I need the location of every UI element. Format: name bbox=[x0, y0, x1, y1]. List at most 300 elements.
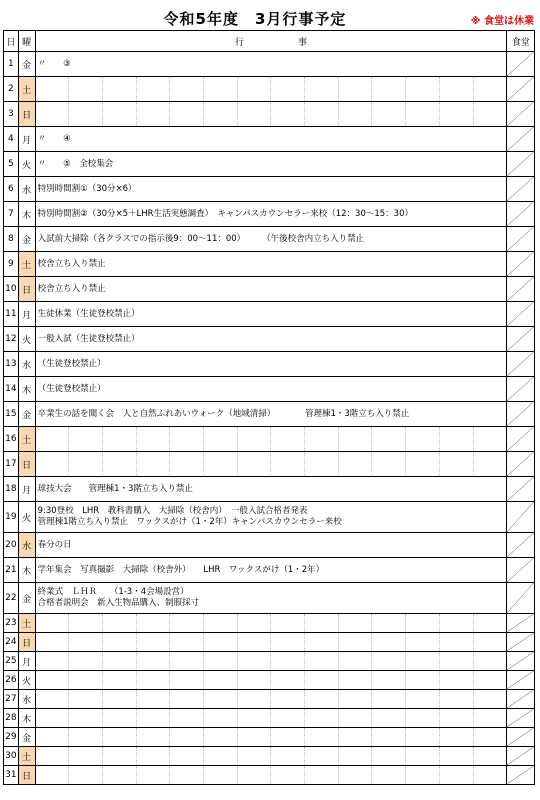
empty-event-cell bbox=[170, 747, 204, 766]
empty-event-cell bbox=[136, 633, 170, 652]
empty-event-cell bbox=[102, 652, 136, 671]
diagonal-slash-icon bbox=[507, 533, 534, 557]
empty-event-cell bbox=[439, 671, 473, 690]
empty-event-cell bbox=[406, 77, 440, 102]
empty-event-cell bbox=[102, 766, 136, 785]
day-number: 2 bbox=[4, 77, 19, 102]
empty-event-cell bbox=[170, 633, 204, 652]
event-text: 特別時間割②（30分×5＋LHR生活実態調査） キャンパスカウンセラー来校（12：30～15：30） bbox=[37, 208, 413, 219]
empty-event-cell bbox=[372, 77, 406, 102]
cafeteria-closed-cell bbox=[507, 614, 535, 633]
cafeteria-closed-cell bbox=[507, 690, 535, 709]
day-number: 22 bbox=[4, 583, 19, 614]
empty-event-cell bbox=[271, 633, 305, 652]
day-number: 13 bbox=[4, 352, 19, 377]
event-text: 9:30登校 LHR 教科書購入 大掃除（校舎内） 一般入試合格者発表 bbox=[37, 506, 308, 516]
empty-event-cell bbox=[136, 728, 170, 747]
empty-event-cell bbox=[271, 747, 305, 766]
empty-event-cell bbox=[305, 614, 339, 633]
cafeteria-closed-cell bbox=[507, 652, 535, 671]
day-row bbox=[4, 327, 535, 352]
empty-event-cell bbox=[237, 452, 271, 477]
day-row bbox=[4, 177, 535, 202]
empty-event-cell bbox=[271, 728, 305, 747]
day-number: 12 bbox=[4, 327, 19, 352]
diagonal-slash-icon bbox=[507, 152, 534, 176]
empty-event-cell bbox=[136, 709, 170, 728]
day-number: 30 bbox=[4, 747, 19, 766]
empty-event-cell bbox=[305, 690, 339, 709]
empty-event-cell bbox=[372, 709, 406, 728]
empty-event-cell bbox=[439, 747, 473, 766]
event-cell bbox=[35, 352, 507, 377]
empty-event-cell bbox=[338, 102, 372, 127]
cafeteria-closed-cell bbox=[507, 152, 535, 177]
event-text: 学年集会 写真撮影 大掃除（校舎外） LHR ワックスがけ（1・2年） bbox=[37, 564, 325, 575]
empty-event-cell bbox=[35, 747, 69, 766]
event-cell bbox=[35, 127, 507, 152]
diagonal-slash-icon bbox=[507, 671, 534, 689]
day-of-week: 月 bbox=[18, 652, 35, 671]
empty-event-cell bbox=[439, 633, 473, 652]
empty-event-cell bbox=[372, 766, 406, 785]
event-text: 校舎立ち入り禁止 bbox=[37, 258, 106, 269]
day-number: 11 bbox=[4, 302, 19, 327]
cafeteria-closed-cell bbox=[507, 671, 535, 690]
empty-event-cell bbox=[204, 452, 238, 477]
empty-event-cell bbox=[338, 452, 372, 477]
empty-event-cell bbox=[136, 766, 170, 785]
event-text: 生徒休業（生徒登校禁止） bbox=[37, 308, 140, 319]
day-number: 9 bbox=[4, 252, 19, 277]
empty-event-cell bbox=[338, 766, 372, 785]
empty-event-cell bbox=[338, 77, 372, 102]
empty-event-cell bbox=[170, 102, 204, 127]
diagonal-slash-icon bbox=[507, 747, 534, 765]
empty-event-cell bbox=[136, 102, 170, 127]
day-row bbox=[4, 690, 535, 709]
empty-event-cell bbox=[338, 652, 372, 671]
empty-event-cell bbox=[237, 77, 271, 102]
day-number: 8 bbox=[4, 227, 19, 252]
day-row bbox=[4, 747, 535, 766]
day-row bbox=[4, 127, 535, 152]
event-cell bbox=[35, 202, 507, 227]
empty-event-cell bbox=[204, 747, 238, 766]
empty-event-cell bbox=[406, 427, 440, 452]
empty-event-cell bbox=[35, 766, 69, 785]
day-of-week: 金 bbox=[18, 402, 35, 427]
empty-event-cell bbox=[305, 709, 339, 728]
empty-event-cell bbox=[473, 690, 507, 709]
empty-event-cell bbox=[170, 671, 204, 690]
empty-event-cell bbox=[372, 652, 406, 671]
empty-event-cell bbox=[406, 747, 440, 766]
empty-event-cell bbox=[102, 709, 136, 728]
day-of-week: 日 bbox=[18, 452, 35, 477]
day-of-week: 火 bbox=[18, 502, 35, 533]
empty-event-cell bbox=[271, 77, 305, 102]
empty-event-cell bbox=[406, 452, 440, 477]
day-number: 3 bbox=[4, 102, 19, 127]
day-number: 20 bbox=[4, 533, 19, 558]
day-number: 15 bbox=[4, 402, 19, 427]
diagonal-slash-icon bbox=[507, 177, 534, 201]
diagonal-slash-icon bbox=[507, 352, 534, 376]
day-number: 6 bbox=[4, 177, 19, 202]
diagonal-slash-icon bbox=[507, 652, 534, 670]
empty-event-cell bbox=[35, 671, 69, 690]
event-text: 〃 ⑤ 全校集会 bbox=[37, 158, 114, 169]
cafeteria-closed-cell bbox=[507, 583, 535, 614]
day-row bbox=[4, 152, 535, 177]
day-row bbox=[4, 614, 535, 633]
event-cell bbox=[35, 533, 507, 558]
empty-event-cell bbox=[69, 747, 103, 766]
day-of-week: 金 bbox=[18, 728, 35, 747]
day-of-week: 日 bbox=[18, 102, 35, 127]
day-of-week: 土 bbox=[18, 77, 35, 102]
day-row bbox=[4, 277, 535, 302]
empty-event-cell bbox=[170, 452, 204, 477]
empty-event-cell bbox=[35, 102, 69, 127]
day-of-week: 水 bbox=[18, 533, 35, 558]
empty-event-cell bbox=[237, 427, 271, 452]
event-cell bbox=[35, 327, 507, 352]
empty-event-cell bbox=[35, 709, 69, 728]
empty-event-cell bbox=[102, 690, 136, 709]
empty-event-cell bbox=[69, 766, 103, 785]
event-cell bbox=[35, 377, 507, 402]
event-text: 一般入試（生徒登校禁止） bbox=[37, 333, 140, 344]
event-cell bbox=[35, 583, 507, 614]
day-row bbox=[4, 202, 535, 227]
day-row bbox=[4, 427, 535, 452]
empty-event-cell bbox=[372, 728, 406, 747]
event-text: 春分の日 bbox=[37, 539, 72, 550]
cafeteria-closed-cell bbox=[507, 102, 535, 127]
cafeteria-closed-cell bbox=[507, 377, 535, 402]
empty-event-cell bbox=[170, 709, 204, 728]
cafeteria-closed-cell bbox=[507, 127, 535, 152]
day-of-week: 金 bbox=[18, 583, 35, 614]
empty-event-cell bbox=[136, 427, 170, 452]
day-row bbox=[4, 502, 535, 533]
empty-event-cell bbox=[372, 614, 406, 633]
event-cell bbox=[35, 252, 507, 277]
empty-event-cell bbox=[35, 728, 69, 747]
header-weekday: 曜 bbox=[18, 31, 35, 52]
empty-event-cell bbox=[69, 728, 103, 747]
empty-event-cell bbox=[372, 747, 406, 766]
day-row bbox=[4, 352, 535, 377]
diagonal-slash-icon bbox=[507, 202, 534, 226]
day-row bbox=[4, 377, 535, 402]
event-text: 特別時間割①（30分×6） bbox=[37, 183, 137, 194]
empty-event-cell bbox=[439, 102, 473, 127]
empty-event-cell bbox=[102, 671, 136, 690]
day-of-week: 水 bbox=[18, 352, 35, 377]
cafeteria-closed-cell bbox=[507, 477, 535, 502]
day-row bbox=[4, 402, 535, 427]
empty-event-cell bbox=[439, 709, 473, 728]
diagonal-slash-icon bbox=[507, 766, 534, 784]
day-of-week: 火 bbox=[18, 152, 35, 177]
empty-event-cell bbox=[204, 766, 238, 785]
empty-event-cell bbox=[69, 633, 103, 652]
day-row bbox=[4, 102, 535, 127]
cafeteria-closed-cell bbox=[507, 728, 535, 747]
empty-event-cell bbox=[305, 671, 339, 690]
empty-event-cell bbox=[102, 728, 136, 747]
day-row bbox=[4, 558, 535, 583]
empty-event-cell bbox=[204, 671, 238, 690]
empty-event-cell bbox=[237, 633, 271, 652]
diagonal-slash-icon bbox=[507, 52, 534, 76]
event-cell bbox=[35, 177, 507, 202]
empty-event-cell bbox=[406, 102, 440, 127]
empty-event-cell bbox=[69, 102, 103, 127]
event-text: 校舎立ち入り禁止 bbox=[37, 283, 106, 294]
header-events: 行 事 bbox=[35, 31, 507, 52]
empty-event-cell bbox=[473, 766, 507, 785]
empty-event-cell bbox=[102, 452, 136, 477]
cafeteria-closed-cell bbox=[507, 352, 535, 377]
empty-event-cell bbox=[271, 452, 305, 477]
diagonal-slash-icon bbox=[507, 302, 534, 326]
day-row bbox=[4, 52, 535, 77]
cafeteria-closed-cell bbox=[507, 747, 535, 766]
header-cafeteria: 食堂 bbox=[507, 31, 535, 52]
day-of-week: 土 bbox=[18, 747, 35, 766]
day-row bbox=[4, 227, 535, 252]
empty-event-cell bbox=[204, 690, 238, 709]
empty-event-cell bbox=[473, 102, 507, 127]
empty-event-cell bbox=[204, 427, 238, 452]
cafeteria-closed-cell bbox=[507, 427, 535, 452]
day-of-week: 火 bbox=[18, 327, 35, 352]
empty-event-cell bbox=[204, 633, 238, 652]
diagonal-slash-icon bbox=[507, 452, 534, 476]
empty-event-cell bbox=[170, 77, 204, 102]
day-row bbox=[4, 77, 535, 102]
empty-event-cell bbox=[102, 747, 136, 766]
event-text: 終業式 ＬＨＲ （1-3・4会場設営） bbox=[37, 587, 189, 597]
empty-event-cell bbox=[170, 427, 204, 452]
day-row bbox=[4, 252, 535, 277]
empty-event-cell bbox=[69, 452, 103, 477]
event-text: （生徒登校禁止） bbox=[37, 383, 106, 394]
empty-event-cell bbox=[406, 671, 440, 690]
schedule-table bbox=[3, 30, 535, 785]
empty-event-cell bbox=[406, 709, 440, 728]
empty-event-cell bbox=[204, 709, 238, 728]
diagonal-slash-icon bbox=[507, 614, 534, 632]
empty-event-cell bbox=[473, 747, 507, 766]
empty-event-cell bbox=[305, 633, 339, 652]
empty-event-cell bbox=[69, 652, 103, 671]
empty-event-cell bbox=[136, 77, 170, 102]
event-cell bbox=[35, 227, 507, 252]
cafeteria-closed-cell bbox=[507, 402, 535, 427]
empty-event-cell bbox=[338, 427, 372, 452]
empty-event-cell bbox=[102, 102, 136, 127]
header-day: 日 bbox=[4, 31, 19, 52]
day-number: 24 bbox=[4, 633, 19, 652]
cafeteria-closed-cell bbox=[507, 502, 535, 533]
day-number: 31 bbox=[4, 766, 19, 785]
empty-event-cell bbox=[170, 652, 204, 671]
day-number: 21 bbox=[4, 558, 19, 583]
empty-event-cell bbox=[237, 614, 271, 633]
empty-event-cell bbox=[473, 728, 507, 747]
empty-event-cell bbox=[439, 652, 473, 671]
event-cell bbox=[35, 477, 507, 502]
empty-event-cell bbox=[473, 652, 507, 671]
day-row bbox=[4, 652, 535, 671]
cafeteria-closed-cell bbox=[507, 77, 535, 102]
day-number: 27 bbox=[4, 690, 19, 709]
empty-event-cell bbox=[372, 633, 406, 652]
empty-event-cell bbox=[136, 671, 170, 690]
event-text: 卒業生の話を聞く会 人と自然ふれあいウォーク（地域清掃） 管理棟1・3階立ち入り禁止 bbox=[37, 408, 410, 419]
empty-event-cell bbox=[35, 614, 69, 633]
diagonal-slash-icon bbox=[507, 327, 534, 351]
day-number: 7 bbox=[4, 202, 19, 227]
day-number: 1 bbox=[4, 52, 19, 77]
day-of-week: 木 bbox=[18, 202, 35, 227]
empty-event-cell bbox=[136, 747, 170, 766]
cafeteria-closed-cell bbox=[507, 202, 535, 227]
empty-event-cell bbox=[338, 709, 372, 728]
empty-event-cell bbox=[237, 102, 271, 127]
diagonal-slash-icon bbox=[507, 427, 534, 451]
empty-event-cell bbox=[35, 633, 69, 652]
empty-event-cell bbox=[69, 709, 103, 728]
day-number: 10 bbox=[4, 277, 19, 302]
day-of-week: 土 bbox=[18, 427, 35, 452]
cafeteria-notice: ※ 食堂は休業 bbox=[470, 16, 534, 27]
empty-event-cell bbox=[35, 427, 69, 452]
cafeteria-closed-cell bbox=[507, 177, 535, 202]
empty-event-cell bbox=[102, 633, 136, 652]
empty-event-cell bbox=[271, 690, 305, 709]
empty-event-cell bbox=[439, 77, 473, 102]
day-of-week: 日 bbox=[18, 277, 35, 302]
diagonal-slash-icon bbox=[507, 633, 534, 651]
day-of-week: 月 bbox=[18, 477, 35, 502]
cafeteria-closed-cell bbox=[507, 633, 535, 652]
empty-event-cell bbox=[271, 766, 305, 785]
empty-event-cell bbox=[271, 614, 305, 633]
empty-event-cell bbox=[372, 452, 406, 477]
day-row bbox=[4, 671, 535, 690]
day-row bbox=[4, 633, 535, 652]
diagonal-slash-icon bbox=[507, 252, 534, 276]
diagonal-slash-icon bbox=[507, 477, 534, 501]
empty-event-cell bbox=[237, 766, 271, 785]
event-cell bbox=[35, 502, 507, 533]
empty-event-cell bbox=[271, 427, 305, 452]
event-text: 入試前大掃除（各クラスでの指示後9：00～11：00） （午後校舎内立ち入り禁止 bbox=[37, 233, 365, 244]
day-row bbox=[4, 452, 535, 477]
day-number: 5 bbox=[4, 152, 19, 177]
empty-event-cell bbox=[102, 77, 136, 102]
day-number: 29 bbox=[4, 728, 19, 747]
diagonal-slash-icon bbox=[507, 102, 534, 126]
empty-event-cell bbox=[439, 427, 473, 452]
day-of-week: 土 bbox=[18, 614, 35, 633]
empty-event-cell bbox=[136, 452, 170, 477]
empty-event-cell bbox=[305, 77, 339, 102]
empty-event-cell bbox=[69, 690, 103, 709]
empty-event-cell bbox=[170, 766, 204, 785]
empty-event-cell bbox=[271, 671, 305, 690]
empty-event-cell bbox=[338, 671, 372, 690]
empty-event-cell bbox=[102, 614, 136, 633]
day-of-week: 土 bbox=[18, 252, 35, 277]
empty-event-cell bbox=[372, 671, 406, 690]
empty-event-cell bbox=[204, 102, 238, 127]
diagonal-slash-icon bbox=[507, 709, 534, 727]
day-row bbox=[4, 709, 535, 728]
empty-event-cell bbox=[237, 652, 271, 671]
empty-event-cell bbox=[473, 427, 507, 452]
empty-event-cell bbox=[473, 709, 507, 728]
empty-event-cell bbox=[338, 633, 372, 652]
day-row bbox=[4, 583, 535, 614]
day-of-week: 水 bbox=[18, 177, 35, 202]
cafeteria-closed-cell bbox=[507, 227, 535, 252]
empty-event-cell bbox=[406, 652, 440, 671]
empty-event-cell bbox=[439, 690, 473, 709]
empty-event-cell bbox=[372, 690, 406, 709]
day-of-week: 水 bbox=[18, 690, 35, 709]
empty-event-cell bbox=[473, 633, 507, 652]
empty-event-cell bbox=[473, 77, 507, 102]
empty-event-cell bbox=[338, 728, 372, 747]
empty-event-cell bbox=[136, 614, 170, 633]
empty-event-cell bbox=[338, 614, 372, 633]
empty-event-cell bbox=[170, 728, 204, 747]
empty-event-cell bbox=[439, 452, 473, 477]
day-number: 14 bbox=[4, 377, 19, 402]
page-title: 令和5年度 3月行事予定 bbox=[163, 10, 347, 28]
day-of-week: 日 bbox=[18, 633, 35, 652]
empty-event-cell bbox=[237, 690, 271, 709]
event-text: （生徒登校禁止） bbox=[37, 358, 106, 369]
day-row bbox=[4, 766, 535, 785]
event-cell bbox=[35, 302, 507, 327]
event-text: 球技大会 管理棟1・3階立ち入り禁止 bbox=[37, 483, 193, 494]
empty-event-cell bbox=[439, 614, 473, 633]
diagonal-slash-icon bbox=[507, 402, 534, 426]
empty-event-cell bbox=[372, 427, 406, 452]
diagonal-slash-icon bbox=[507, 690, 534, 708]
empty-event-cell bbox=[338, 747, 372, 766]
empty-event-cell bbox=[102, 427, 136, 452]
empty-event-cell bbox=[406, 766, 440, 785]
empty-event-cell bbox=[406, 614, 440, 633]
diagonal-slash-icon bbox=[507, 583, 534, 613]
empty-event-cell bbox=[305, 652, 339, 671]
day-of-week: 金 bbox=[18, 227, 35, 252]
empty-event-cell bbox=[406, 690, 440, 709]
empty-event-cell bbox=[338, 690, 372, 709]
empty-event-cell bbox=[136, 652, 170, 671]
empty-event-cell bbox=[305, 747, 339, 766]
diagonal-slash-icon bbox=[507, 502, 534, 532]
